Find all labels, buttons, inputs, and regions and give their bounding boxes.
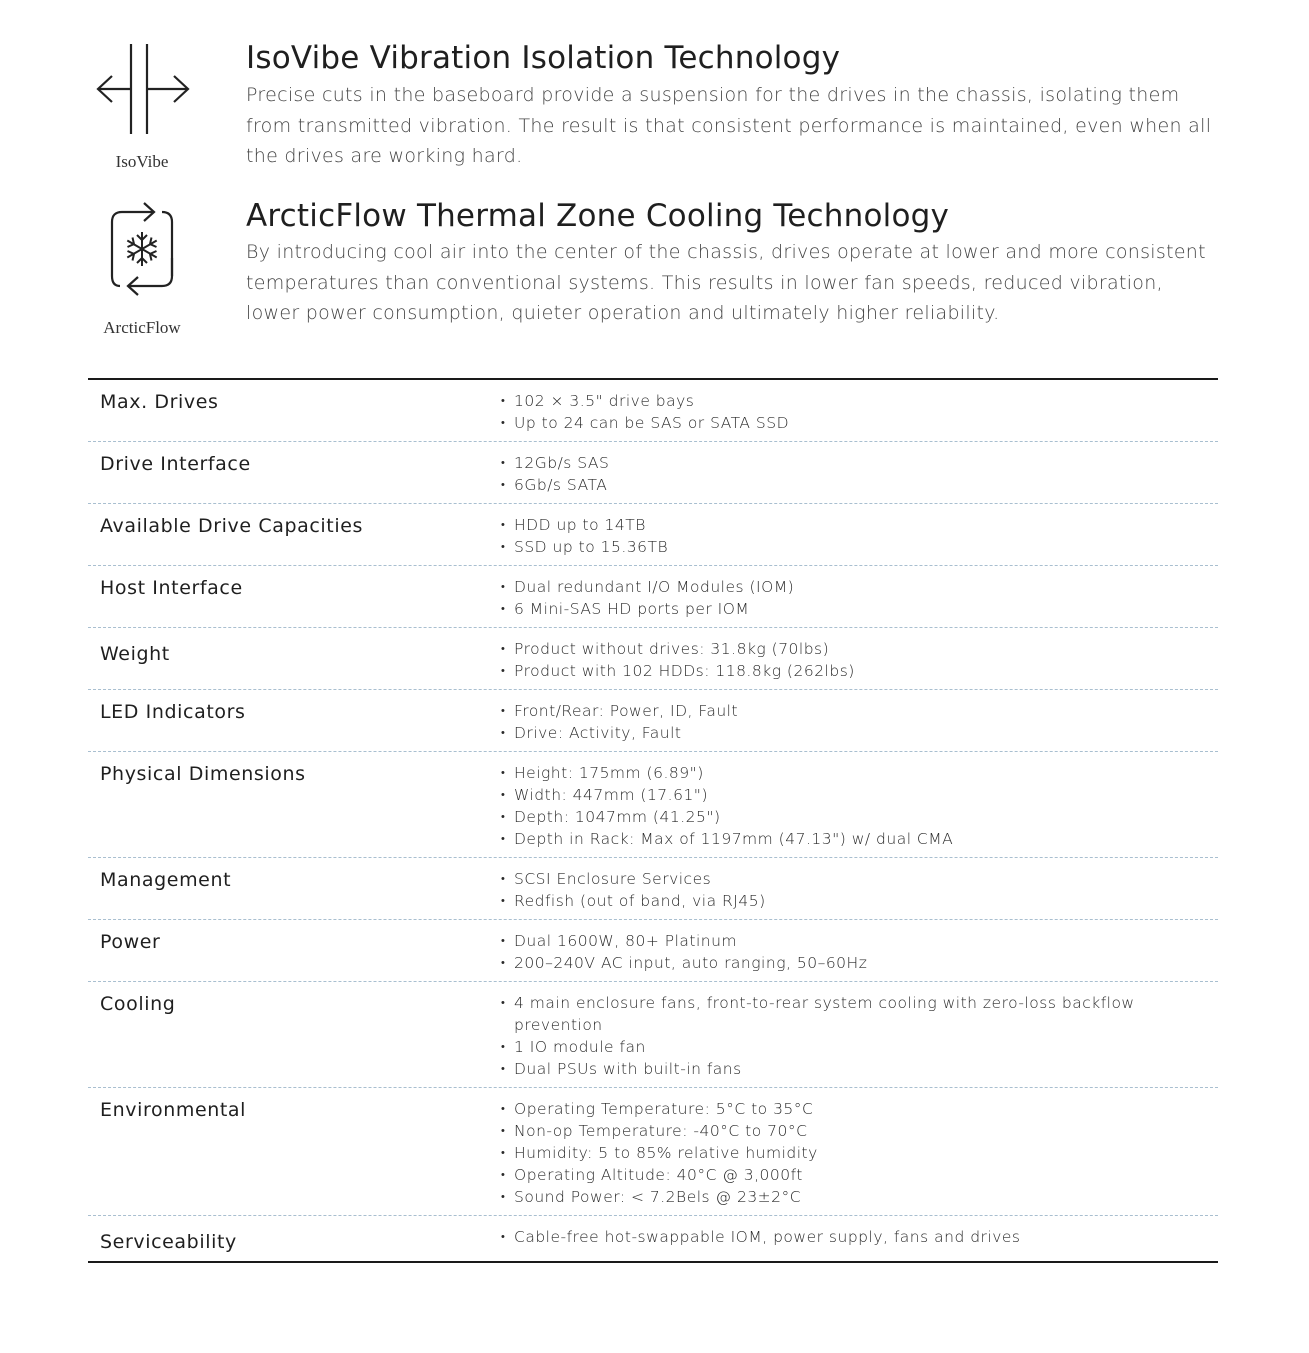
isovibe-icon bbox=[92, 44, 192, 134]
spec-values bbox=[500, 1098, 1218, 1208]
spec-row bbox=[88, 752, 1218, 858]
spec-value: • 4 main enclosure fans, front-to-rear system cooling with zero-loss backflow prevention bbox=[500, 992, 1218, 1036]
spec-value: • 12Gb/s SAS bbox=[500, 452, 1218, 474]
spec-values bbox=[500, 638, 1218, 682]
arcticflow-description: By introducing cool air into the center of the chassis, drives operate at lower and more consistent temperatures than conventional systems. This results in lower fan speeds, reduced vibration, lower power consumption, quieter operation and ultimately higher reliability. bbox=[246, 241, 1206, 324]
spec-row bbox=[88, 566, 1218, 628]
spec-label: Weight bbox=[100, 643, 170, 665]
spec-value: • Dual redundant I/O Modules (IOM) bbox=[500, 576, 1218, 598]
spec-value: • Sound Power: < 7.2Bels @ 23±2°C bbox=[500, 1186, 1218, 1208]
feature-isovibe bbox=[0, 40, 1309, 180]
spec-label: Available Drive Capacities bbox=[100, 515, 363, 537]
arcticflow-caption: ArcticFlow bbox=[103, 318, 181, 337]
spec-value: • Height: 175mm (6.89") bbox=[500, 762, 1218, 784]
spec-label: Cooling bbox=[100, 993, 176, 1015]
spec-label: Host Interface bbox=[100, 577, 243, 599]
spec-values bbox=[500, 390, 1218, 434]
snowflake-icon bbox=[127, 232, 156, 266]
spec-values bbox=[500, 576, 1218, 620]
spec-value: • Depth: 1047mm (41.25") bbox=[500, 806, 1218, 828]
spec-row bbox=[88, 858, 1218, 920]
spec-label: Max. Drives bbox=[100, 391, 219, 413]
spec-values bbox=[500, 452, 1218, 496]
spec-row bbox=[88, 380, 1218, 442]
spec-values bbox=[500, 868, 1218, 912]
spec-label: Physical Dimensions bbox=[100, 763, 306, 785]
spec-label: Environmental bbox=[100, 1099, 247, 1121]
arcticflow-icon bbox=[92, 200, 192, 298]
spec-value: • Humidity: 5 to 85% relative humidity bbox=[500, 1142, 1218, 1164]
isovibe-badge bbox=[88, 44, 196, 172]
spec-value: • Depth in Rack: Max of 1197mm (47.13") w/ dual CMA bbox=[500, 828, 1218, 850]
spec-row bbox=[88, 982, 1218, 1088]
arcticflow-badge bbox=[88, 200, 196, 338]
spec-value: • 1 IO module fan bbox=[500, 1036, 1218, 1058]
spec-value: • Redfish (out of band, via RJ45) bbox=[500, 890, 1218, 912]
spec-label: LED Indicators bbox=[100, 701, 246, 723]
spec-value: • Product without drives: 31.8kg (70lbs) bbox=[500, 638, 1218, 660]
feature-arcticflow bbox=[0, 198, 1309, 338]
spec-value: • Dual PSUs with built-in fans bbox=[500, 1058, 1218, 1080]
spec-value: • HDD up to 14TB bbox=[500, 514, 1218, 536]
spec-label: Power bbox=[100, 931, 161, 953]
spec-table bbox=[88, 378, 1218, 1263]
spec-row bbox=[88, 628, 1218, 690]
spec-value: • Cable-free hot-swappable IOM, power supply, fans and drives bbox=[500, 1226, 1218, 1248]
spec-value: • Width: 447mm (17.61") bbox=[500, 784, 1218, 806]
spec-value: • 102 × 3.5" drive bays bbox=[500, 390, 1218, 412]
spec-row bbox=[88, 504, 1218, 566]
spec-value: • Operating Temperature: 5°C to 35°C bbox=[500, 1098, 1218, 1120]
spec-value: • Operating Altitude: 40°C @ 3,000ft bbox=[500, 1164, 1218, 1186]
spec-label: Drive Interface bbox=[100, 453, 251, 475]
spec-values bbox=[500, 992, 1218, 1080]
spec-row bbox=[88, 1088, 1218, 1216]
spec-label: Serviceability bbox=[100, 1231, 237, 1253]
spec-value: • 6 Mini-SAS HD ports per IOM bbox=[500, 598, 1218, 620]
arcticflow-title: ArcticFlow Thermal Zone Cooling Technology bbox=[246, 198, 950, 234]
spec-row bbox=[88, 442, 1218, 504]
spec-label: Management bbox=[100, 869, 232, 891]
spec-value: • Front/Rear: Power, ID, Fault bbox=[500, 700, 1218, 722]
spec-value: • Non-op Temperature: -40°C to 70°C bbox=[500, 1120, 1218, 1142]
spec-row bbox=[88, 920, 1218, 982]
spec-value: • Up to 24 can be SAS or SATA SSD bbox=[500, 412, 1218, 434]
spec-values bbox=[500, 1226, 1218, 1254]
spec-row bbox=[88, 1216, 1218, 1261]
spec-value: • Product with 102 HDDs: 118.8kg (262lbs) bbox=[500, 660, 1218, 682]
spec-row bbox=[88, 690, 1218, 752]
spec-value: • SCSI Enclosure Services bbox=[500, 868, 1218, 890]
spec-values bbox=[500, 762, 1218, 850]
spec-value: • 6Gb/s SATA bbox=[500, 474, 1218, 496]
isovibe-title: IsoVibe Vibration Isolation Technology bbox=[246, 40, 841, 76]
spec-value: • Drive: Activity, Fault bbox=[500, 722, 1218, 744]
isovibe-description: Precise cuts in the baseboard provide a suspension for the drives in the chassis, isolating them from transmitted vibration. The result is that consistent performance is maintained, even when all the drives are working hard. bbox=[246, 84, 1212, 167]
spec-values bbox=[500, 514, 1218, 558]
spec-value: • Dual 1600W, 80+ Platinum bbox=[500, 930, 1218, 952]
spec-value: • SSD up to 15.36TB bbox=[500, 536, 1218, 558]
spec-values bbox=[500, 700, 1218, 744]
isovibe-caption: IsoVibe bbox=[115, 152, 169, 171]
spec-value: • 200–240V AC input, auto ranging, 50–60Hz bbox=[500, 952, 1218, 974]
spec-values bbox=[500, 930, 1218, 974]
